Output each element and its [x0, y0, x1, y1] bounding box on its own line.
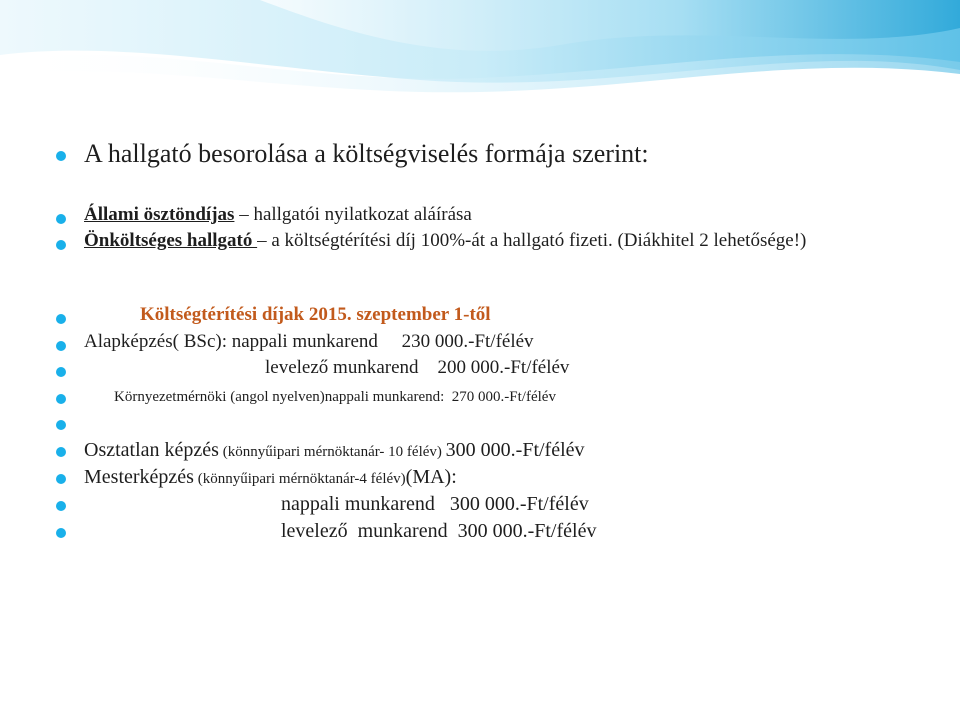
bullet-icon	[56, 474, 66, 484]
bullet-icon	[56, 367, 66, 377]
term-onkoltseges: Önköltséges hallgató	[84, 230, 258, 251]
slide-title: A hallgató besorolása a költségviselés formája szerint:	[84, 139, 649, 168]
mester-detail: (könnyűipari mérnöktanár-4 félév)	[193, 471, 406, 487]
osztatlan-detail: (könnyűipari mérnöktanár- 10 félév)	[218, 444, 446, 460]
mester-suffix: (MA):	[405, 466, 457, 488]
bullet-icon	[56, 151, 66, 161]
line-mesterkepzes	[84, 466, 457, 488]
line-osztatlan	[84, 439, 585, 461]
bullet-icon	[56, 341, 66, 351]
fees-heading: Költségtérítési díjak 2015. szeptember 1-től	[140, 304, 491, 325]
bullet-icon	[56, 447, 66, 457]
line-kornyezetmernoki: Környezetmérnöki (angol nyelven)nappali munkarend: 270 000.-Ft/félév	[114, 389, 556, 405]
mester-label: Mesterképzés	[84, 466, 194, 488]
bullet-icon	[56, 394, 66, 404]
text-allami: – hallgatói nyilatkozat aláírása	[234, 204, 472, 225]
line-levelezo-ma: levelező munkarend 300 000.-Ft/félév	[281, 520, 597, 542]
term-allami: Állami ösztöndíjas	[84, 204, 235, 225]
line-levelezo-bsc: levelező munkarend 200 000.-Ft/félév	[265, 357, 570, 378]
line-alapkepzes: Alapképzés( BSc): nappali munkarend 230 000.-Ft/félév	[84, 331, 534, 352]
bullet-icon	[56, 501, 66, 511]
osztatlan-label: Osztatlan képzés	[84, 439, 219, 461]
bullet-icon	[56, 314, 66, 324]
bullet-icon	[56, 528, 66, 538]
bullet-icon	[56, 420, 66, 430]
bullet-icon	[56, 240, 66, 250]
line-onkoltseges	[84, 231, 806, 252]
bullet-icon	[56, 214, 66, 224]
line-allami	[84, 205, 472, 226]
line-nappali-ma: nappali munkarend 300 000.-Ft/félév	[281, 493, 589, 515]
osztatlan-price: 300 000.-Ft/félév	[445, 439, 585, 461]
text-onkoltseges: – a költségtérítési díj 100%-át a hallgató fizeti. (Diákhitel 2 lehetősége!)	[257, 230, 807, 251]
